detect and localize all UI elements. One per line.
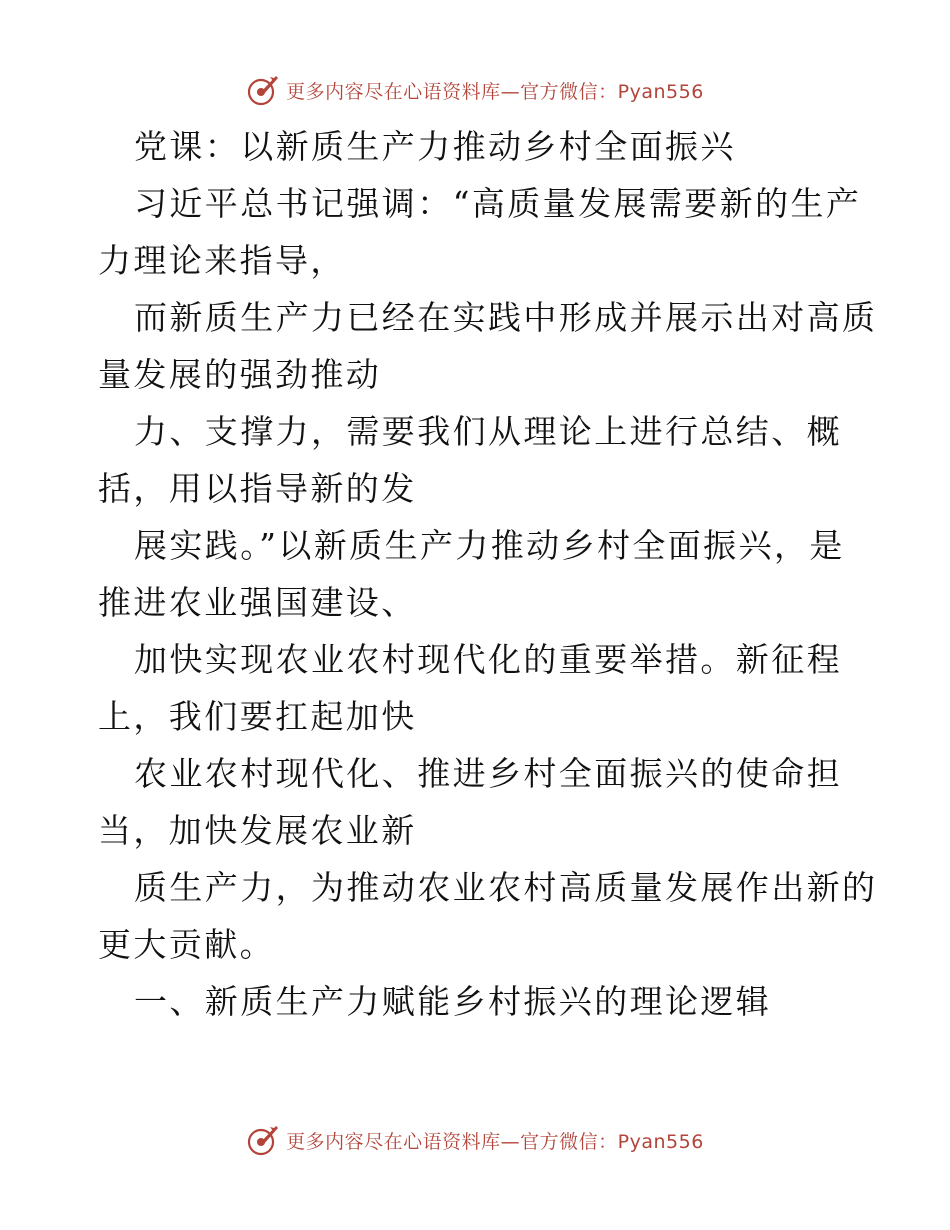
paragraph-line: 力理论来指导，	[98, 241, 346, 280]
paragraph-line: 加快实现农业农村现代化的重要举措。新征程	[134, 640, 842, 679]
quill-pen-logo-icon	[246, 1123, 280, 1157]
paragraph-line: 量发展的强劲推动	[98, 355, 382, 394]
document-title: 党课：以新质生产力推动乡村全面振兴	[134, 127, 736, 166]
header-banner-text: 更多内容尽在心语资料库—官方微信：Pyan556	[286, 80, 704, 103]
paragraph-line: 括，用以指导新的发	[98, 469, 417, 508]
paragraph-line: 而新质生产力已经在实践中形成并展示出对高质	[134, 298, 878, 337]
header-banner	[0, 70, 950, 110]
paragraph-line: 更大贡献。	[98, 925, 275, 964]
paragraph-line: 当，加快发展农业新	[98, 811, 417, 850]
footer-banner-text: 更多内容尽在心语资料库—官方微信：Pyan556	[286, 1130, 704, 1153]
paragraph-line: 上，我们要扛起加快	[98, 697, 417, 736]
quill-pen-logo-icon	[246, 73, 280, 107]
paragraph-line: 习近平总书记强调：“高质量发展需要新的生产	[134, 184, 862, 223]
paragraph-line: 力、支撑力，需要我们从理论上进行总结、概	[134, 412, 842, 451]
paragraph-line: 农业农村现代化、推进乡村全面振兴的使命担	[134, 754, 842, 793]
paragraph-line: 展实践。”以新质生产力推动乡村全面振兴，是	[134, 526, 845, 565]
document-body	[98, 118, 878, 1030]
paragraph-line: 推进农业强国建设、	[98, 583, 417, 622]
paragraph-line: 质生产力，为推动农业农村高质量发展作出新的	[134, 868, 878, 907]
footer-banner	[0, 1120, 950, 1160]
section-heading: 一、新质生产力赋能乡村振兴的理论逻辑	[134, 982, 772, 1021]
